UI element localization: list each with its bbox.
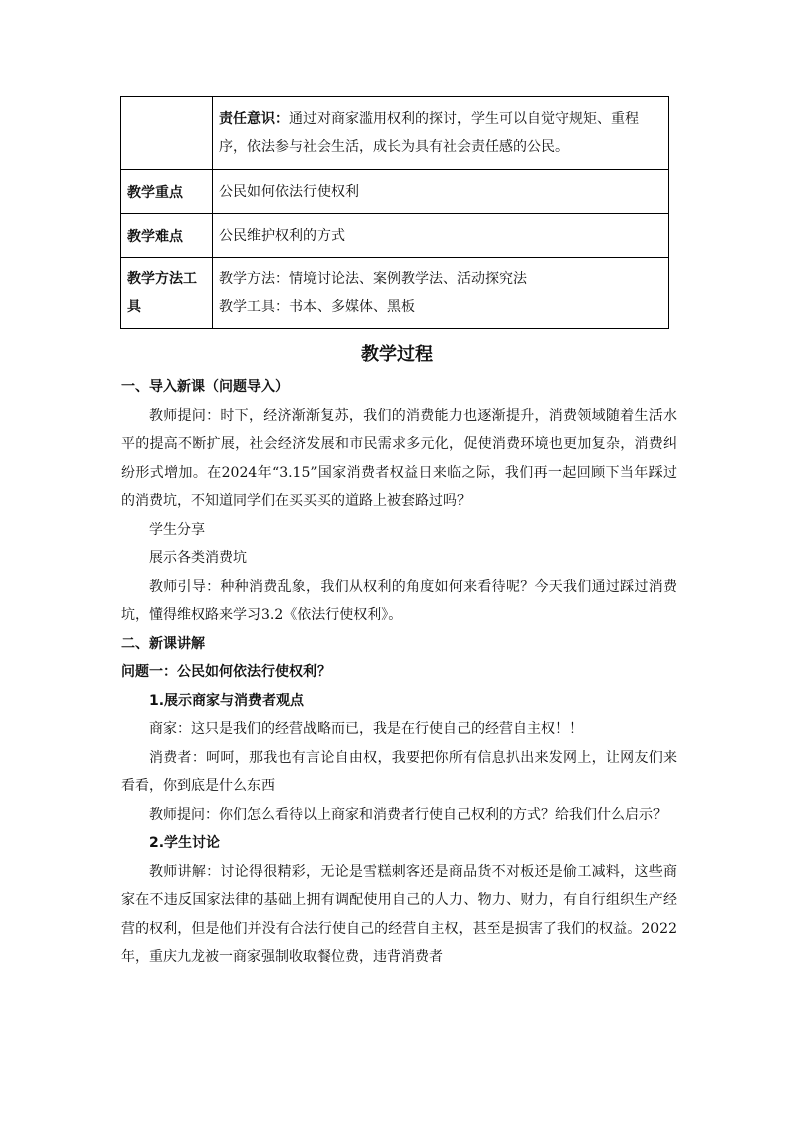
table-row — [121, 170, 669, 214]
heading-question-one: 问题一：公民如何依法行使权利？ — [121, 664, 331, 680]
paragraph: 教师引导：种种消费乱象，我们从权利的角度如何来看待呢？今天我们通过踩过消费坑，懂得维权路来学习3.2《依法行使权利》。 — [121, 578, 677, 623]
paragraph: 教师提问：时下，经济渐渐复苏，我们的消费能力也逐渐提升，消费领域随着生活水平的提高不断扩展，社会经济发展和市民需求多元化，促使消费环境也更加复杂，消费纠纷形式增加。在2024年“3.15”国家消费者权益日来临之际，我们再一起回顾下当年踩过的消费坑，不知道同学们在买买买的道路上被套路过吗？ — [121, 407, 677, 509]
row-label-methods: 教学方法工具 — [121, 258, 213, 329]
row-content-key-point: 公民如何依法行使权利 — [213, 170, 669, 214]
row-label-key-point: 教学重点 — [121, 170, 213, 214]
row-label — [121, 97, 213, 170]
tools-line: 教学工具：书本、多媒体、黑板 — [219, 299, 415, 315]
table-row — [121, 258, 669, 329]
paragraph: 展示各类消费坑 — [149, 550, 247, 566]
heading-new-lesson: 二、新课讲解 — [121, 635, 205, 652]
paragraph: 消费者：呵呵，那我也有言论自由权，我要把你所有信息扒出来发网上，让网友们来看看，你到底是什么东西 — [121, 749, 677, 794]
subheading-discussion: 2.学生讨论 — [149, 835, 221, 851]
table-row — [121, 214, 669, 258]
responsibility-text: 通过对商家滥用权利的探讨，学生可以自觉守规矩、重程序，依法参与社会生活，成长为具有社会责任感的公民。 — [219, 111, 639, 155]
responsibility-label: 责任意识： — [219, 111, 289, 127]
teaching-info-table — [120, 96, 669, 329]
document-body — [121, 373, 677, 972]
row-label-difficulty: 教学难点 — [121, 214, 213, 258]
paragraph: 教师提问：你们怎么看待以上商家和消费者行使自己权利的方式？给我们什么启示？ — [149, 806, 667, 823]
row-content — [213, 97, 669, 170]
row-content-methods — [213, 258, 669, 329]
heading-intro: 一、导入新课（问题导入） — [121, 379, 289, 395]
row-content-difficulty: 公民维护权利的方式 — [213, 214, 669, 258]
subheading-viewpoints: 1.展示商家与消费者观点 — [149, 692, 305, 709]
section-title: 教学过程 — [361, 344, 433, 365]
paragraph: 教师讲解：讨论得很精彩，无论是雪糕刺客还是商品货不对板还是偷工减料，这些商家在不违反国家法律的基础上拥有调配使用自己的人力、物力、财力，有自行组织生产经营的权利，但是他们并没有合法行使自己的经营自主权，甚至是损害了我们的权益。2022年，重庆九龙被一商家强制收取餐位费，违背消费者 — [121, 863, 677, 965]
methods-line: 教学方法：情境讨论法、案例教学法、活动探究法 — [219, 271, 527, 287]
paragraph: 学生分享 — [149, 521, 205, 538]
table-row — [121, 97, 669, 170]
paragraph: 商家：这只是我们的经营战略而已，我是在行使自己的经营自主权！！ — [149, 721, 583, 737]
